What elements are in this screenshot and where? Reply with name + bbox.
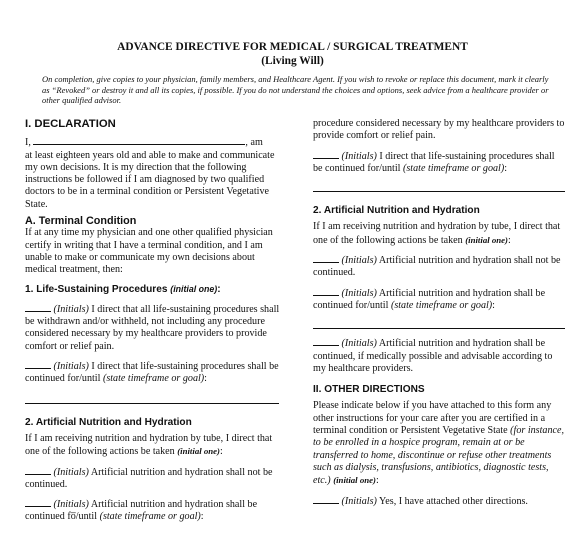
nutrition-option-continue-2: (Initials) Artificial nutrition and hydration shall be continued for/until (state timeframe or goal): [313, 287, 546, 311]
nutrition-option-stop: (Initials) Artificial nutrition and hydration shall not be continued. [25, 466, 273, 490]
nutrition-heading-2: 2. Artificial Nutrition and Hydration [313, 205, 480, 217]
declaration-text: at least eighteen years old and able to make and communicate my own decisions. It is my direction that the following instructions be followed if I am diagnosed by two qualified doctors to be in a terminal condition or Persistent Vegetative State. [25, 149, 275, 210]
nutrition-option-advisable: (Initials) Artificial nutrition and hydration shall be continued, if medically possible and advisable according to my healthcare providers. [313, 338, 553, 374]
initials-blank[interactable] [313, 494, 339, 504]
terminal-condition-text: If at any time my physician and one other qualified physician certify in writing that I have a terminal condition, and I am unable to make or communicate my own decisions about medical treatment, then: [25, 227, 273, 276]
ls-option-continue: (Initials) I direct that life-sustaining procedures shall be continued for/until (state timeframe or goal): [25, 361, 279, 385]
initials-blank[interactable] [25, 359, 51, 369]
initials-blank[interactable] [25, 497, 51, 507]
timeframe-line[interactable] [25, 403, 279, 404]
attach-option-yes: (Initials) Yes, I have attached other directions. [313, 494, 565, 508]
other-directions-heading: II. OTHER DIRECTIONS [313, 384, 425, 396]
timeframe-line[interactable] [313, 191, 565, 192]
initials-blank[interactable] [313, 336, 339, 346]
initials-blank[interactable] [313, 286, 339, 296]
initials-blank[interactable] [313, 253, 339, 263]
nutrition-option-continue: (Initials) Artificial nutrition and hydration shall be continued fo̅/until (state timeframe or goal): [25, 499, 258, 523]
declaration-name-line: I, , am [25, 137, 263, 149]
nutrition-heading: 2. Artificial Nutrition and Hydration [25, 416, 192, 428]
initials-blank[interactable] [313, 149, 339, 159]
nutrition-text: If I am receiving nutrition and hydration by tube, I direct that one of the following actions be taken (initial one): [25, 432, 273, 458]
nutrition-option-stop-2: (Initials) Artificial nutrition and hydration shall not be continued. [313, 255, 561, 279]
title-sub: (Living Will) [261, 55, 324, 67]
left-column [25, 118, 289, 524]
continued-text: procedure considered necessary by my healthcare providers to provide comfort or relief pain. [313, 118, 565, 142]
other-directions-text: Please indicate below if you have attached to this form any other instructions for your care after you are certified in a terminal condition or Persistent Vegetative State (for instance, to be enrolled in a hospice program, remain at or be transferred to home, discontinue or refuse other treatments such as dialysis, transfusions, antibiotics, diagnostic tests, etc.) (initial one): [313, 400, 564, 487]
document-title [0, 40, 585, 68]
terminal-condition-heading: A. Terminal Condition [25, 215, 137, 228]
initials-blank[interactable] [25, 302, 51, 312]
intro-instructions: On completion, give copies to your physician, family members, and Healthcare Agent. If you wish to revoke or replace this document, mark it clearly as “Revoked” or destroy it and all its copies, if possible. If you do not understand the choices and options, seek advice from a healthcare provider or other qualified advisor. [42, 74, 549, 106]
right-column [313, 118, 565, 508]
nutrition-text-2: If I am receiving nutrition and hydration by tube, I direct that one of the following actions be taken (initial one): [313, 221, 561, 246]
timeframe-line[interactable] [313, 328, 565, 329]
initials-blank[interactable] [25, 465, 51, 475]
ls-option-withdraw: (Initials) I direct that all life-sustaining procedures shall be withdrawn and/or withheld, not including any procedure considered necessary by my healthcare providers to provide comfort or relief pain. [25, 303, 280, 352]
declarant-name-field[interactable] [33, 135, 245, 145]
life-sustaining-heading: 1. Life-Sustaining Procedures (initial one): [25, 283, 221, 295]
title-main: ADVANCE DIRECTIVE FOR MEDICAL / SURGICAL TREATMENT [117, 41, 468, 53]
declaration-heading: I. DECLARATION [25, 118, 116, 130]
ls-option-continue-2: (Initials) I direct that life-sustaining procedures shall be continued for/until (state timeframe or goal): [313, 150, 555, 174]
